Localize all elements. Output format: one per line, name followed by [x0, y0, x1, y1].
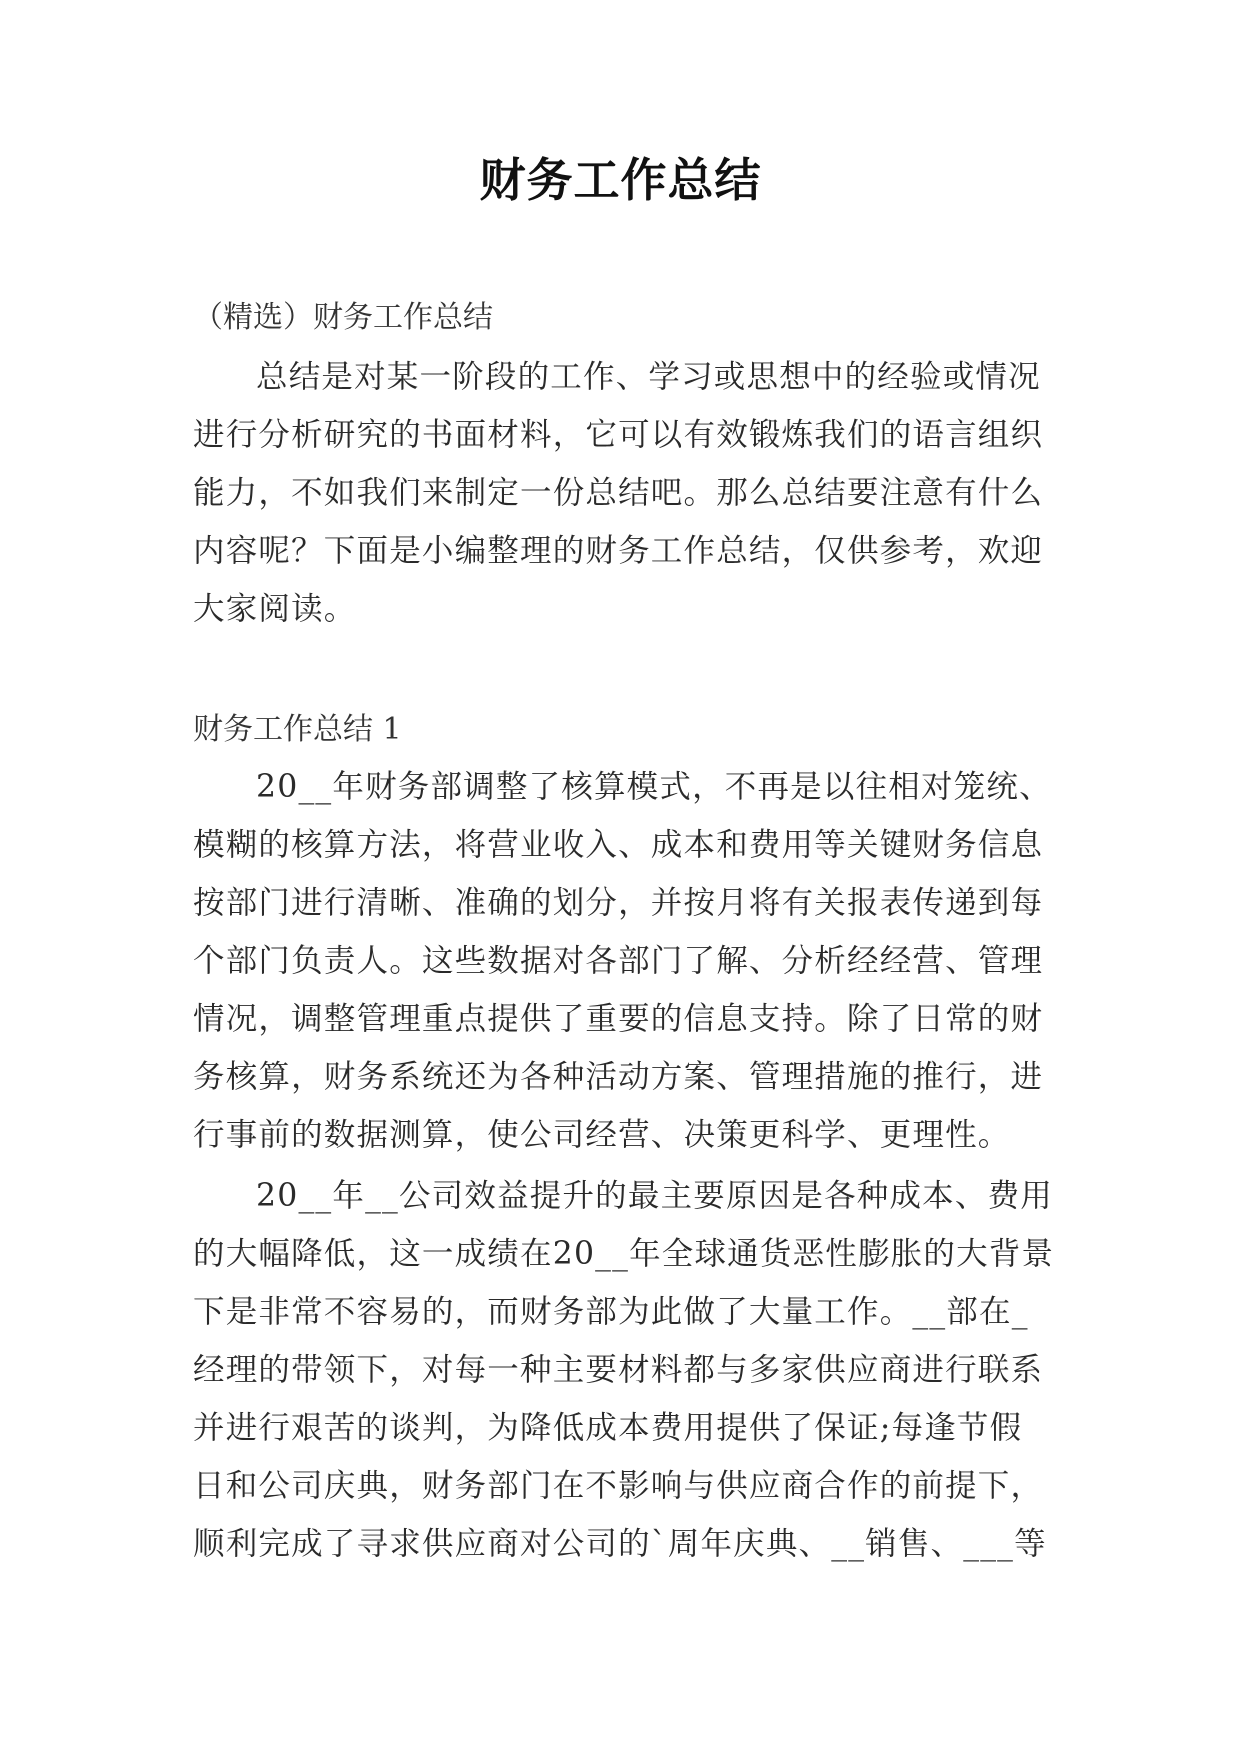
paragraph-line: 模糊的核算方法，将营业收入、成本和费用等关键财务信息 [193, 827, 1044, 863]
paragraph-line: 20__年财务部调整了核算模式，不再是以往相对笼统、 [256, 769, 1052, 805]
intro-line: 大家阅读。 [193, 591, 357, 627]
paragraph-line: 下是非常不容易的，而财务部为此做了大量工作。__部在_ [193, 1294, 1029, 1330]
paragraph-line: 日和公司庆典，财务部门在不影响与供应商合作的前提下， [193, 1468, 1044, 1504]
intro-line: 能力，不如我们来制定一份总结吧。那么总结要注意有什么 [193, 475, 1044, 511]
intro-line: 总结是对某一阶段的工作、学习或思想中的经验或情况 [256, 359, 1041, 395]
body-paragraph-2 [193, 1167, 1073, 1573]
section-heading: 财务工作总结 1 [193, 712, 402, 747]
paragraph-line: 的大幅降低，这一成绩在20__年全球通货恶性膨胀的大背景 [193, 1236, 1055, 1272]
paragraph-line: 个部门负责人。这些数据对各部门了解、分析经经营、管理 [193, 943, 1044, 979]
intro-paragraph [193, 348, 1073, 638]
paragraph-line: 情况，调整管理重点提供了重要的信息支持。除了日常的财 [193, 1001, 1044, 1037]
intro-line: 进行分析研究的书面材料，它可以有效锻炼我们的语言组织 [193, 417, 1044, 453]
paragraph-line: 行事前的数据测算，使公司经营、决策更科学、更理性。 [193, 1117, 1011, 1153]
document-subtitle: （精选）财务工作总结 [193, 300, 493, 335]
paragraph-line: 并进行艰苦的谈判，为降低成本费用提供了保证;每逢节假 [193, 1410, 1023, 1446]
paragraph-line: 按部门进行清晰、准确的划分，并按月将有关报表传递到每 [193, 885, 1044, 921]
paragraph-line: 顺利完成了寻求供应商对公司的`周年庆典、__销售、___等 [193, 1526, 1047, 1562]
intro-line: 内容呢？下面是小编整理的财务工作总结，仅供参考，欢迎 [193, 533, 1044, 569]
paragraph-line: 20__年__公司效益提升的最主要原因是各种成本、费用 [256, 1178, 1053, 1214]
body-paragraph-1 [193, 758, 1073, 1164]
paragraph-line: 务核算，财务系统还为各种活动方案、管理措施的推行，进 [193, 1059, 1044, 1095]
paragraph-line: 经理的带领下，对每一种主要材料都与多家供应商进行联系 [193, 1352, 1044, 1388]
document-title: 财务工作总结 [479, 153, 762, 207]
